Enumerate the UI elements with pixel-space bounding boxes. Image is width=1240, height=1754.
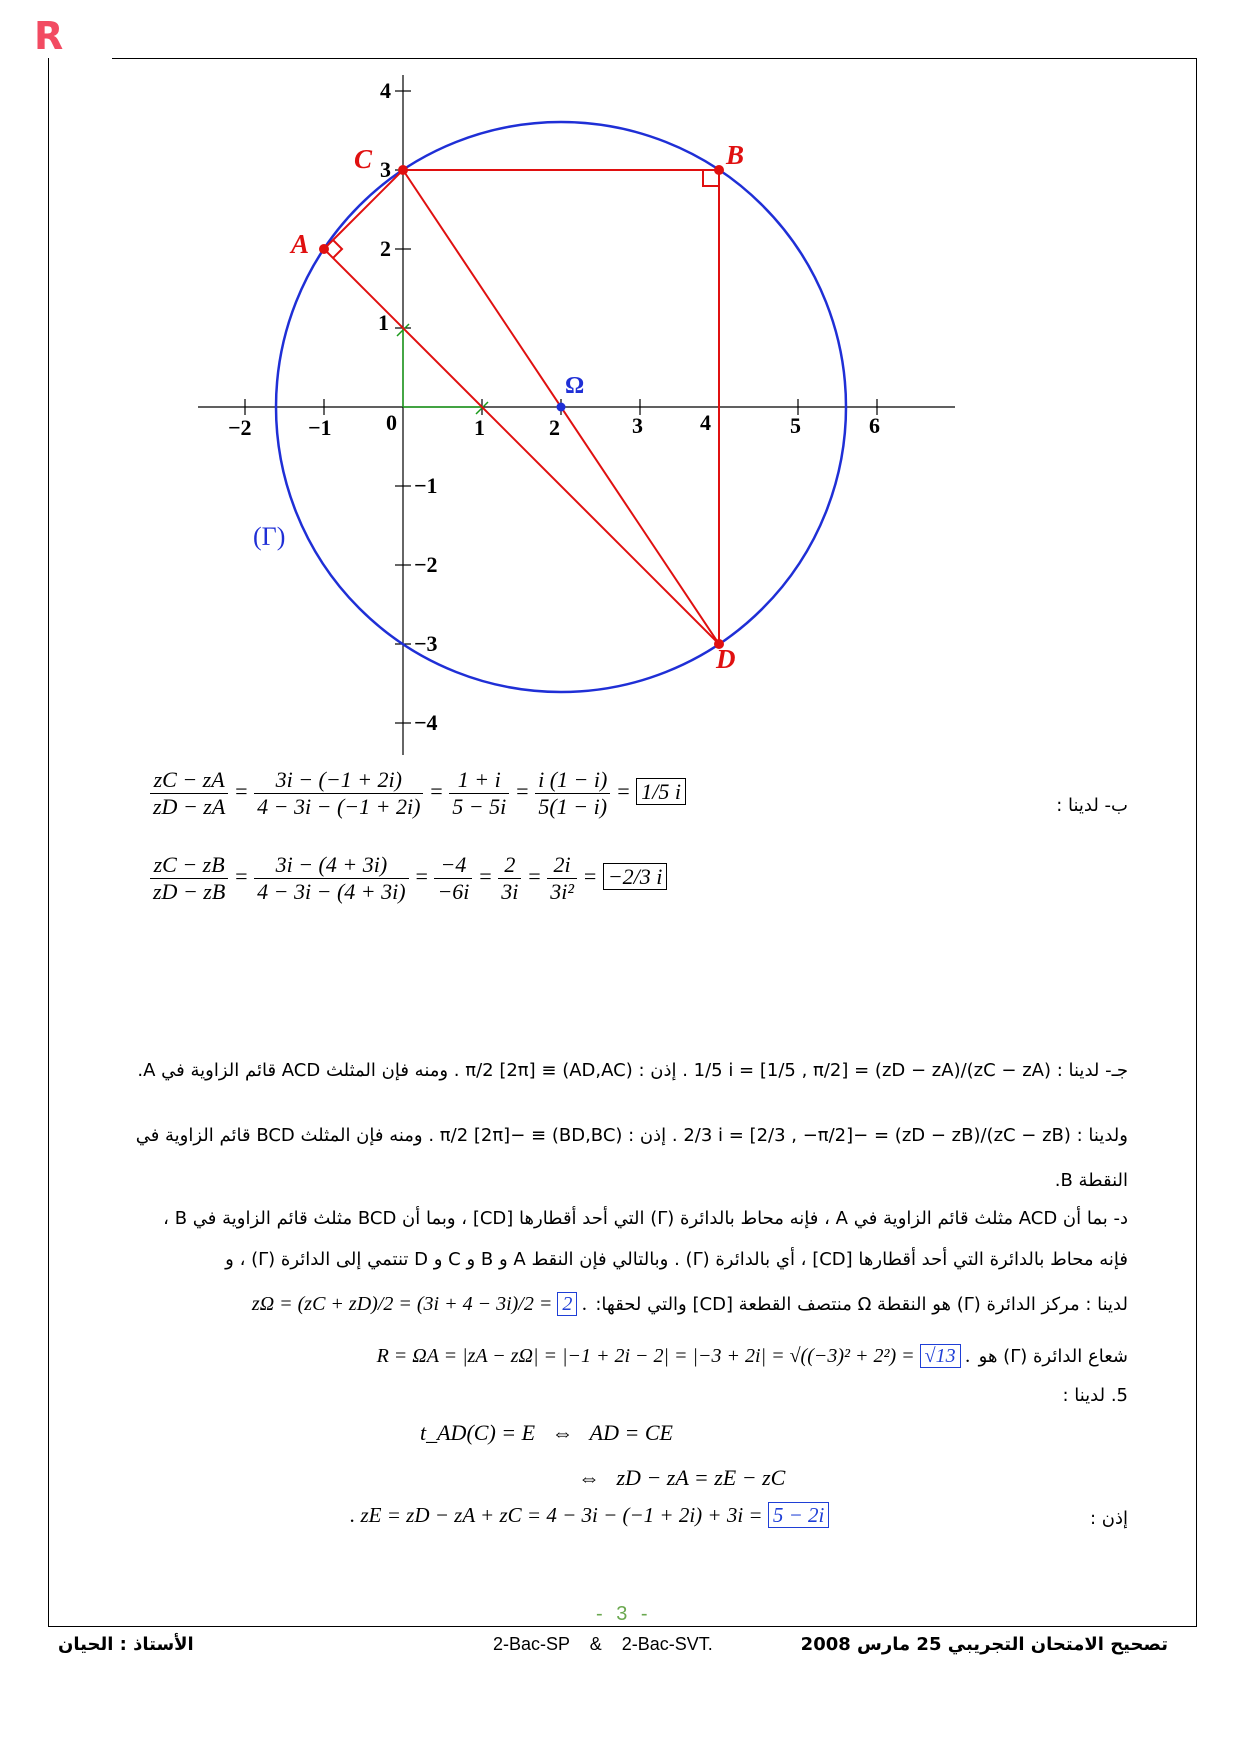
section-d-line4: شعاع الدائرة (Γ) هو R = ΩA = |zA − zΩ| = |−1 + 2i − 2| = |−3 + 2i| = √((−3)² + 2²) = √13 . [376,1345,1128,1367]
section-5-eq3 [350,1503,829,1528]
x-tick-label: 3 [632,413,643,438]
eq1-step3-den: 5(1 − i) [538,794,608,819]
y-tick-label: 3 [380,157,391,182]
x-tick-label: −2 [228,415,252,440]
label-b: B [726,140,745,170]
y-tick-label: −3 [414,631,438,656]
section-d-line3-math: zΩ = (zC + zD)/2 = (3i + 4 − 3i)/2 = [251,1293,553,1315]
label-gamma: (Γ) [253,522,286,551]
eq1-lhs-den: zD − zA [153,794,226,819]
label-d: D [716,644,736,674]
y-tick-label: 1 [378,310,389,335]
equation-2: $\frac{zC - zB}{zD - zB}$ = $\frac{3i - (4 + 3i)}{4 - 3i - (4 + 3i)}$ = $\frac{-4}{-6i}$ = $\frac{2}{3i}$ = $\frac{2i}{\text{3i²}}$ = −2/3 i [150,852,667,905]
y-tick-label: −1 [414,473,438,498]
logo: R [34,14,63,58]
point-e-affix-result: 5 − 2i [768,1502,830,1528]
point-a [319,244,329,254]
label-c: C [354,144,373,174]
x-tick-label: 4 [700,410,711,435]
x-tick-label: 2 [549,415,560,440]
section-5-eq1: t_AD(C) = E ⇔ AD = CE [420,1420,673,1445]
eq2-step2-num: −4 [434,852,472,879]
eq2-step3-den: 3i [501,879,519,904]
eq1-result: 1/5 i [636,778,686,805]
section-c-line1: جـ- لدينا : (zC − zA)/(zD − zA) = 1/5 i = [1/5 , π/2] . إذن : (AD,AC) ≡ π/2 [2π] . ومنه فإن المثلث ACD قائم الزاوية في A. [137,1060,1128,1081]
eq2-step3-num: 2 [498,852,521,879]
section-d-line1: د- بما أن ACD مثلث قائم الزاوية في A ، فإنه محاط بالدائرة (Γ) التي أحد أقطارها [CD] ، وبما أن BCD مثلث قائم الزاوية في B ، [163,1208,1128,1229]
section-d-line3-text: لدينا : مركز الدائرة (Γ) هو النقطة Ω منتصف القطعة [CD] والتي لحقها: [595,1294,1128,1315]
point-c [398,165,408,175]
label-omega: Ω [565,373,585,399]
section-d-line2: فإنه محاط بالدائرة التي أحد أقطارها [CD] ، أي بالدائرة (Γ) . وبالتالي فإن النقط A و B و C و D تنتمي إلى الدائرة (Γ) ، و [225,1249,1128,1270]
eq2-step1-num: 3i − (4 + 3i) [254,852,408,879]
section-d-line4-text: شعاع الدائرة (Γ) هو [978,1346,1128,1367]
footer-teacher: الأستاذ : الحيان [58,1634,194,1655]
section-5-eq3-text: . zE = zD − zA + zC = 4 − 3i − (−1 + 2i) + 3i = [350,1503,763,1527]
eq2-lhs-num: zC − zB [150,852,228,879]
x-tick-label: 0 [386,410,397,435]
equation-1: $\frac{zC - zA}{zD - zA}$ = $\frac{3i - (-1 + 2i)}{4 - 3i - (-1 + 2i)}$ = $\frac{1 + i}{5 - 5i}$ = $\frac{i (1 - i)}{5(1 - i)}$ = 1/5 i [150,767,686,820]
complex-plane-figure [48,58,1148,858]
x-tick-label: 6 [869,413,880,438]
eq2-step4-den: 3i² [550,879,574,904]
eq1-step1-num: 3i − (−1 + 2i) [254,767,423,794]
x-tick-label: 1 [474,415,485,440]
eq1-step2-den: 5 − 5i [452,794,507,819]
section-c-line3: النقطة B. [1054,1170,1128,1191]
footer-class: 2-Bac-SP & 2-Bac-SVT. [493,1634,713,1654]
eq1-step1-den: 4 − 3i − (−1 + 2i) [257,794,421,819]
x-tick-label: 5 [790,413,801,438]
section-d-line3: لدينا : مركز الدائرة (Γ) هو النقطة Ω منتصف القطعة [CD] والتي لحقها: zΩ = (zC + zD)/2 = (3i + 4 − 3i)/2 = 2 . [251,1293,1128,1315]
y-tick-label: 4 [380,78,391,103]
eq2-step2-den: −6i [437,879,470,904]
point-b [714,165,724,175]
section-c-line2: ولدينا : (zC − zB)/(zD − zB) = −2/3 i = [2/3 , −π/2] . إذن : (BD,BC) ≡ −π/2 [2π] . ومنه فإن المثلث BCD قائم الزاوية في [135,1125,1128,1146]
section-5-label: 5. لدينا : [1062,1385,1128,1406]
page-number: - 3 - [596,1603,652,1625]
radius-result: √13 [920,1344,961,1368]
footer-exam-title: تصحيح الامتحان التجريبي 25 مارس 2008 [800,1634,1168,1655]
eq1-step3-num: i (1 − i) [535,767,610,794]
center-affix-result: 2 [557,1292,577,1316]
y-tick-label: −2 [414,552,438,577]
eq1-lhs-num: zC − zA [150,767,228,794]
eq2-step1-den: 4 − 3i − (4 + 3i) [257,879,406,904]
eq2-step4-num: 2i [547,852,577,879]
section-5-conclusion-label: إذن : [1089,1508,1128,1529]
section-d-line4-math: R = ΩA = |zA − zΩ| = |−1 + 2i − 2| = |−3 + 2i| = √((−3)² + 2²) = [376,1345,915,1367]
section-5-eq2: ⇔ zD − zA = zE − zC [578,1465,786,1490]
y-tick-label: 2 [380,236,391,261]
eq1-step2-num: 1 + i [449,767,509,794]
label-a: A [291,229,310,259]
x-tick-label: −1 [308,415,332,440]
section-b-label: ب- لدينا : [1056,795,1128,816]
y-tick-label: −4 [414,710,438,735]
eq2-result: −2/3 i [603,863,668,890]
eq2-lhs-den: zD − zB [153,879,226,904]
point-omega [557,403,566,412]
